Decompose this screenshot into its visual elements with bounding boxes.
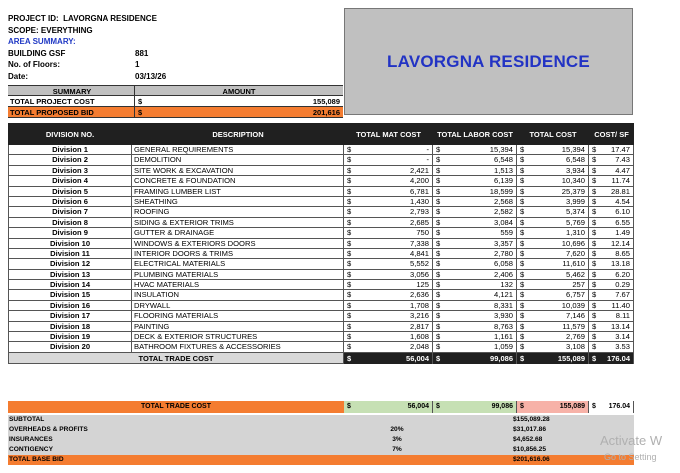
currency-sign: $ — [520, 353, 525, 363]
currency-sign: $ — [592, 228, 597, 238]
labor-cost-cell: 2,568 — [493, 196, 513, 206]
cost-sf-cell: 6.10 — [615, 207, 630, 217]
labor-cost-cell: 559 — [500, 228, 513, 238]
description-cell: HVAC MATERIALS — [132, 280, 344, 289]
activation-watermark: Activate W — [600, 433, 663, 448]
currency-sign: $ — [520, 207, 525, 217]
activation-watermark-settings: Go to Setting — [604, 452, 657, 462]
description-cell: ELECTRICAL MATERIALS — [132, 259, 344, 268]
currency-sign: $ — [592, 300, 597, 310]
cost-sf-cell: 8.65 — [615, 248, 630, 258]
scope-label: SCOPE: — [8, 25, 39, 35]
division-cell: Division 5 — [8, 187, 132, 196]
date-label: Date: — [8, 71, 29, 81]
division-cell: Division 7 — [8, 207, 132, 216]
description-cell: DECK & EXTERIOR STRUCTURES — [132, 332, 344, 341]
trade-cost-label: TOTAL TRADE COST — [8, 401, 344, 413]
division-cell: Division 12 — [8, 259, 132, 268]
mat-cost-cell: 2,421 — [409, 165, 429, 175]
currency-sign: $ — [592, 238, 597, 248]
page-title: LAVORGNA RESIDENCE — [387, 51, 590, 71]
currency-sign: $ — [436, 165, 441, 175]
currency-sign: $ — [347, 280, 352, 290]
total-project-cost-value: 155,089 — [312, 97, 340, 106]
currency-sign: $ — [436, 403, 440, 410]
total-cost-cell: 10,340 — [561, 176, 585, 186]
currency-sign: $ — [347, 186, 352, 196]
table-row — [8, 187, 634, 197]
description-cell: INSULATION — [132, 290, 344, 299]
total-cost-cell: 3,934 — [565, 165, 585, 175]
description-cell: GENERAL REQUIREMENTS — [132, 145, 344, 154]
currency-sign: $ — [520, 165, 525, 175]
total-trade-row — [8, 353, 634, 364]
table-header — [8, 123, 634, 145]
currency-sign: $ — [520, 290, 525, 300]
currency-sign: $ — [592, 403, 596, 410]
currency-sign: $ — [592, 259, 597, 269]
currency-sign: $ — [347, 217, 352, 227]
description-cell: INTERIOR DOORS & TRIMS — [132, 249, 344, 258]
labor-cost-cell: 4,121 — [493, 290, 513, 300]
division-cell: Division 9 — [8, 228, 132, 237]
currency-sign: $ — [436, 332, 441, 342]
mat-cost-cell: 4,200 — [409, 176, 429, 186]
total-cost-cell: 6,548 — [565, 155, 585, 165]
currency-sign: $ — [520, 176, 525, 186]
mat-cost-cell: 125 — [416, 280, 429, 290]
bid-summary — [8, 415, 634, 465]
floors-label: No. of Floors: — [8, 60, 60, 69]
description-cell: CONCRETE & FOUNDATION — [132, 176, 344, 185]
description-cell: SIDING & EXTERIOR TRIMS — [132, 218, 344, 227]
project-info — [8, 13, 166, 82]
currency-sign: $ — [592, 332, 597, 342]
trade-cost-summary-row — [8, 401, 634, 413]
currency-sign: $ — [592, 186, 597, 196]
mat-cost-cell: 6,781 — [409, 186, 429, 196]
currency-sign: $ — [520, 342, 525, 352]
cost-sf-cell: 7.67 — [615, 290, 630, 300]
total-cost-cell: 2,769 — [565, 332, 585, 342]
table-row — [8, 259, 634, 269]
mat-cost-cell: 3,216 — [409, 311, 429, 321]
currency-sign: $ — [592, 280, 597, 290]
division-cell: Division 6 — [8, 197, 132, 206]
mat-cost-cell: 1,430 — [409, 196, 429, 206]
table-row — [8, 155, 634, 165]
currency-sign: $ — [138, 108, 143, 117]
cost-sf-cell: 13.14 — [610, 321, 630, 331]
currency-sign: $ — [436, 196, 441, 206]
labor-cost-cell: 132 — [500, 280, 513, 290]
division-cell: Division 13 — [8, 270, 132, 279]
table-row — [8, 249, 634, 259]
mat-cost-cell: 1,608 — [409, 332, 429, 342]
currency-sign: $ — [436, 300, 441, 310]
currency-sign: $ — [592, 145, 597, 154]
currency-sign: $ — [520, 300, 525, 310]
currency-sign: $ — [347, 342, 352, 352]
total-cost-cell: 5,374 — [565, 207, 585, 217]
currency-sign: $ — [347, 403, 351, 410]
col-mat-cost: TOTAL MAT COST — [356, 129, 421, 139]
total-cost-cell: 25,379 — [561, 186, 585, 196]
col-description: DESCRIPTION — [212, 129, 264, 139]
subtotal-label: SUBTOTAL — [9, 416, 45, 423]
labor-cost-cell: 15,394 — [489, 145, 513, 154]
table-row — [8, 290, 634, 300]
mat-cost-cell: 7,338 — [409, 238, 429, 248]
division-cell: Division 20 — [8, 342, 132, 351]
description-cell: PLUMBING MATERIALS — [132, 270, 344, 279]
total-base-bid-amount: $201,616.06 — [513, 456, 550, 463]
table-row — [8, 176, 634, 186]
currency-sign: $ — [592, 353, 597, 363]
summary-header: SUMMARY — [8, 86, 135, 95]
currency-sign: $ — [592, 155, 597, 165]
currency-sign: $ — [520, 155, 525, 165]
currency-sign: $ — [347, 165, 352, 175]
division-cell: Division 18 — [8, 322, 132, 331]
mat-cost-cell: 4,841 — [409, 248, 429, 258]
total-cost-cell: 10,696 — [561, 238, 585, 248]
currency-sign: $ — [592, 321, 597, 331]
description-cell: DEMOLITION — [132, 155, 344, 164]
total-cost-cell: 11,579 — [562, 321, 585, 331]
total-cost-cell: 1,310 — [565, 228, 585, 238]
total-cost-cell: 7,146 — [565, 311, 585, 321]
mat-cost-cell: 2,048 — [409, 342, 429, 352]
amount-header: AMOUNT — [222, 87, 256, 96]
currency-sign: $ — [520, 311, 525, 321]
currency-sign: $ — [520, 228, 525, 238]
currency-sign: $ — [436, 280, 441, 290]
currency-sign: $ — [347, 290, 352, 300]
currency-sign: $ — [592, 207, 597, 217]
total-proposed-bid-label: TOTAL PROPOSED BID — [8, 107, 135, 117]
currency-sign: $ — [520, 196, 525, 206]
division-cell: Division 10 — [8, 239, 132, 248]
total-cost-cell: 10,039 — [561, 300, 585, 310]
division-cell: Division 14 — [8, 280, 132, 289]
trade-sf-value: 176.04 — [608, 403, 630, 410]
total-cost-cell: 5,769 — [565, 217, 585, 227]
labor-cost-cell: 8,763 — [493, 321, 513, 331]
currency-sign: $ — [347, 155, 352, 165]
currency-sign: $ — [436, 353, 441, 363]
gsf-value: 881 — [135, 48, 149, 58]
currency-sign: $ — [347, 238, 352, 248]
area-summary-label: AREA SUMMARY: — [8, 37, 76, 46]
currency-sign: $ — [436, 290, 441, 300]
description-cell: DRYWALL — [132, 301, 344, 310]
currency-sign: $ — [520, 321, 525, 331]
mat-cost-cell: 3,056 — [409, 269, 429, 279]
description-cell: SHEATHING — [132, 197, 344, 206]
total-cost-cell: 5,462 — [565, 269, 585, 279]
total-sf-value: 176.04 — [607, 353, 630, 363]
cost-sf-cell: 1.49 — [615, 228, 630, 238]
floors-value: 1 — [135, 60, 140, 69]
labor-cost-cell: 2,406 — [493, 269, 513, 279]
currency-sign: $ — [347, 228, 352, 238]
insurances-label: INSURANCES — [9, 436, 53, 443]
cost-sf-cell: 11.74 — [611, 176, 630, 186]
table-row — [8, 280, 634, 290]
currency-sign: $ — [347, 207, 352, 217]
currency-sign: $ — [347, 196, 352, 206]
table-row — [8, 332, 634, 342]
overheads-label: OVERHEADS & PROFITS — [9, 426, 88, 433]
currency-sign: $ — [520, 280, 525, 290]
table-row — [8, 218, 634, 228]
labor-cost-cell: 8,331 — [493, 300, 513, 310]
description-cell: FRAMING LUMBER LIST — [132, 187, 344, 196]
currency-sign: $ — [436, 217, 441, 227]
labor-cost-cell: 6,139 — [493, 176, 513, 186]
date-value: 03/13/26 — [135, 71, 167, 81]
currency-sign: $ — [347, 145, 352, 154]
table-row — [8, 342, 634, 352]
cost-sf-cell: 13.18 — [610, 259, 630, 269]
cost-sf-cell: 6.55 — [615, 217, 630, 227]
cost-sf-cell: 4.54 — [615, 196, 630, 206]
currency-sign: $ — [520, 248, 525, 258]
description-cell: GUTTER & DRAINAGE — [132, 228, 344, 237]
currency-sign: $ — [347, 176, 352, 186]
table-row — [8, 166, 634, 176]
cost-sf-cell: 11.40 — [611, 300, 630, 310]
currency-sign: $ — [347, 248, 352, 258]
table-row — [8, 270, 634, 280]
total-project-cost-label: TOTAL PROJECT COST — [8, 96, 135, 106]
currency-sign: $ — [436, 342, 441, 352]
labor-cost-cell: 18,599 — [489, 186, 513, 196]
currency-sign: $ — [436, 155, 441, 165]
contingency-label: CONTIGENCY — [9, 446, 53, 453]
labor-cost-cell: 2,780 — [493, 248, 513, 258]
cost-sf-cell: 0.29 — [615, 280, 630, 290]
currency-sign: $ — [347, 300, 352, 310]
currency-sign: $ — [436, 269, 441, 279]
division-cell: Division 4 — [8, 176, 132, 185]
subtotal-amount: $155,089.28 — [513, 416, 550, 423]
total-cost-cell: 6,757 — [565, 290, 585, 300]
total-base-bid-label: TOTAL BASE BID — [9, 456, 64, 463]
currency-sign: $ — [520, 217, 525, 227]
currency-sign: $ — [138, 97, 143, 106]
table-row — [8, 311, 634, 321]
description-cell: FLOORING MATERIALS — [132, 311, 344, 320]
currency-sign: $ — [347, 269, 352, 279]
total-labor-value: 99,086 — [490, 353, 513, 363]
total-cost-cell: 7,620 — [565, 248, 585, 258]
mat-cost-cell: - — [426, 145, 429, 154]
trade-labor-value: 99,086 — [491, 403, 513, 410]
currency-sign: $ — [436, 321, 441, 331]
currency-sign: $ — [347, 332, 352, 342]
currency-sign: $ — [520, 259, 525, 269]
division-cell: Division 17 — [8, 311, 132, 320]
division-cell: Division 19 — [8, 332, 132, 341]
currency-sign: $ — [592, 269, 597, 279]
mat-cost-cell: 1,708 — [409, 300, 429, 310]
currency-sign: $ — [520, 403, 524, 410]
scope-value: EVERYTHING — [40, 25, 93, 35]
description-cell: BATHROOM FIXTURES & ACCESSORIES — [132, 342, 344, 351]
project-id-value: LAVORGNA RESIDENCE — [63, 14, 157, 23]
table-row — [8, 228, 634, 238]
total-mat-value: 56,004 — [406, 353, 429, 363]
total-trade-label: TOTAL TRADE COST — [8, 353, 344, 364]
cost-sf-cell: 7.43 — [615, 155, 630, 165]
total-proposed-bid-value: 201,616 — [312, 108, 340, 117]
division-cell: Division 8 — [8, 218, 132, 227]
currency-sign: $ — [436, 207, 441, 217]
summary-table — [8, 85, 343, 118]
currency-sign: $ — [592, 311, 597, 321]
currency-sign: $ — [436, 186, 441, 196]
currency-sign: $ — [436, 145, 441, 154]
cost-sf-cell: 12.14 — [610, 238, 630, 248]
cost-sf-cell: 17.47 — [610, 145, 630, 154]
currency-sign: $ — [520, 332, 525, 342]
division-cell: Division 1 — [8, 145, 132, 154]
total-cost-cell: 11,610 — [562, 259, 585, 269]
labor-cost-cell: 6,548 — [493, 155, 513, 165]
labor-cost-cell: 3,930 — [493, 311, 513, 321]
contingency-amount: $10,856.25 — [513, 446, 547, 453]
currency-sign: $ — [592, 290, 597, 300]
mat-cost-cell: 2,793 — [409, 207, 429, 217]
currency-sign: $ — [592, 196, 597, 206]
table-row — [8, 197, 634, 207]
description-cell: WINDOWS & EXTERIORS DOORS — [132, 239, 344, 248]
cost-sf-cell: 8.11 — [615, 311, 630, 321]
cost-sf-cell: 28.81 — [610, 186, 630, 196]
gsf-label: BUILDING GSF — [8, 48, 66, 58]
mat-cost-cell: - — [426, 155, 429, 165]
table-body — [8, 145, 634, 353]
division-cell: Division 16 — [8, 301, 132, 310]
currency-sign: $ — [436, 259, 441, 269]
currency-sign: $ — [592, 217, 597, 227]
cost-sf-cell: 3.14 — [615, 332, 630, 342]
overheads-amount: $31,017.86 — [513, 426, 547, 433]
currency-sign: $ — [592, 248, 597, 258]
division-cell: Division 2 — [8, 155, 132, 164]
currency-sign: $ — [592, 342, 597, 352]
mat-cost-cell: 5,552 — [409, 259, 429, 269]
col-cost-sf: COST/ SF — [594, 129, 629, 139]
table-row — [8, 322, 634, 332]
overheads-pct: 20% — [390, 426, 404, 433]
total-cost-cell: 257 — [572, 280, 585, 290]
division-cell: Division 3 — [8, 166, 132, 175]
insurances-amount: $4,652.68 — [513, 436, 543, 443]
labor-cost-cell: 3,084 — [493, 217, 513, 227]
col-labor-cost: TOTAL LABOR COST — [437, 129, 513, 139]
currency-sign: $ — [436, 176, 441, 186]
currency-sign: $ — [436, 238, 441, 248]
insurances-pct: 3% — [392, 436, 402, 443]
currency-sign: $ — [347, 311, 352, 321]
total-cost-cell: 3,999 — [565, 196, 585, 206]
mat-cost-cell: 2,685 — [409, 217, 429, 227]
labor-cost-cell: 1,513 — [493, 165, 513, 175]
currency-sign: $ — [347, 353, 352, 363]
contingency-pct: 7% — [392, 446, 402, 453]
currency-sign: $ — [520, 186, 525, 196]
currency-sign: $ — [347, 259, 352, 269]
cost-sf-cell: 6.20 — [615, 269, 630, 279]
table-row — [8, 207, 634, 217]
division-cell: Division 15 — [8, 290, 132, 299]
mat-cost-cell: 750 — [416, 228, 429, 238]
currency-sign: $ — [347, 321, 352, 331]
labor-cost-cell: 2,582 — [493, 207, 513, 217]
cost-sf-cell: 3.53 — [615, 342, 630, 352]
mat-cost-cell: 2,817 — [409, 321, 429, 331]
currency-sign: $ — [520, 145, 525, 154]
project-id-label: PROJECT ID: — [8, 14, 59, 23]
currency-sign: $ — [520, 269, 525, 279]
cost-sf-cell: 4.47 — [615, 165, 630, 175]
description-cell: SITE WORK & EXCAVATION — [132, 166, 344, 175]
division-cell: Division 11 — [8, 249, 132, 258]
table-row — [8, 301, 634, 311]
currency-sign: $ — [592, 165, 597, 175]
total-cost-cell: 15,394 — [561, 145, 585, 154]
description-cell: PAINTING — [132, 322, 344, 331]
currency-sign: $ — [436, 228, 441, 238]
col-division: DIVISION NO. — [45, 129, 95, 139]
labor-cost-cell: 1,059 — [493, 342, 513, 352]
trade-mat-value: 56,004 — [407, 403, 429, 410]
labor-cost-cell: 1,161 — [493, 332, 513, 342]
title-banner — [344, 8, 633, 115]
currency-sign: $ — [520, 238, 525, 248]
table-row — [8, 239, 634, 249]
labor-cost-cell: 6,058 — [493, 259, 513, 269]
trade-total-value: 155,089 — [559, 403, 585, 410]
col-total-cost: TOTAL COST — [529, 129, 577, 139]
cost-table — [8, 123, 634, 364]
currency-sign: $ — [436, 311, 441, 321]
total-cost-value: 155,089 — [557, 353, 585, 363]
table-row — [8, 145, 634, 155]
currency-sign: $ — [436, 248, 441, 258]
total-cost-cell: 3,108 — [565, 342, 585, 352]
labor-cost-cell: 3,357 — [493, 238, 513, 248]
description-cell: ROOFING — [132, 207, 344, 216]
currency-sign: $ — [592, 176, 597, 186]
mat-cost-cell: 2,636 — [409, 290, 429, 300]
